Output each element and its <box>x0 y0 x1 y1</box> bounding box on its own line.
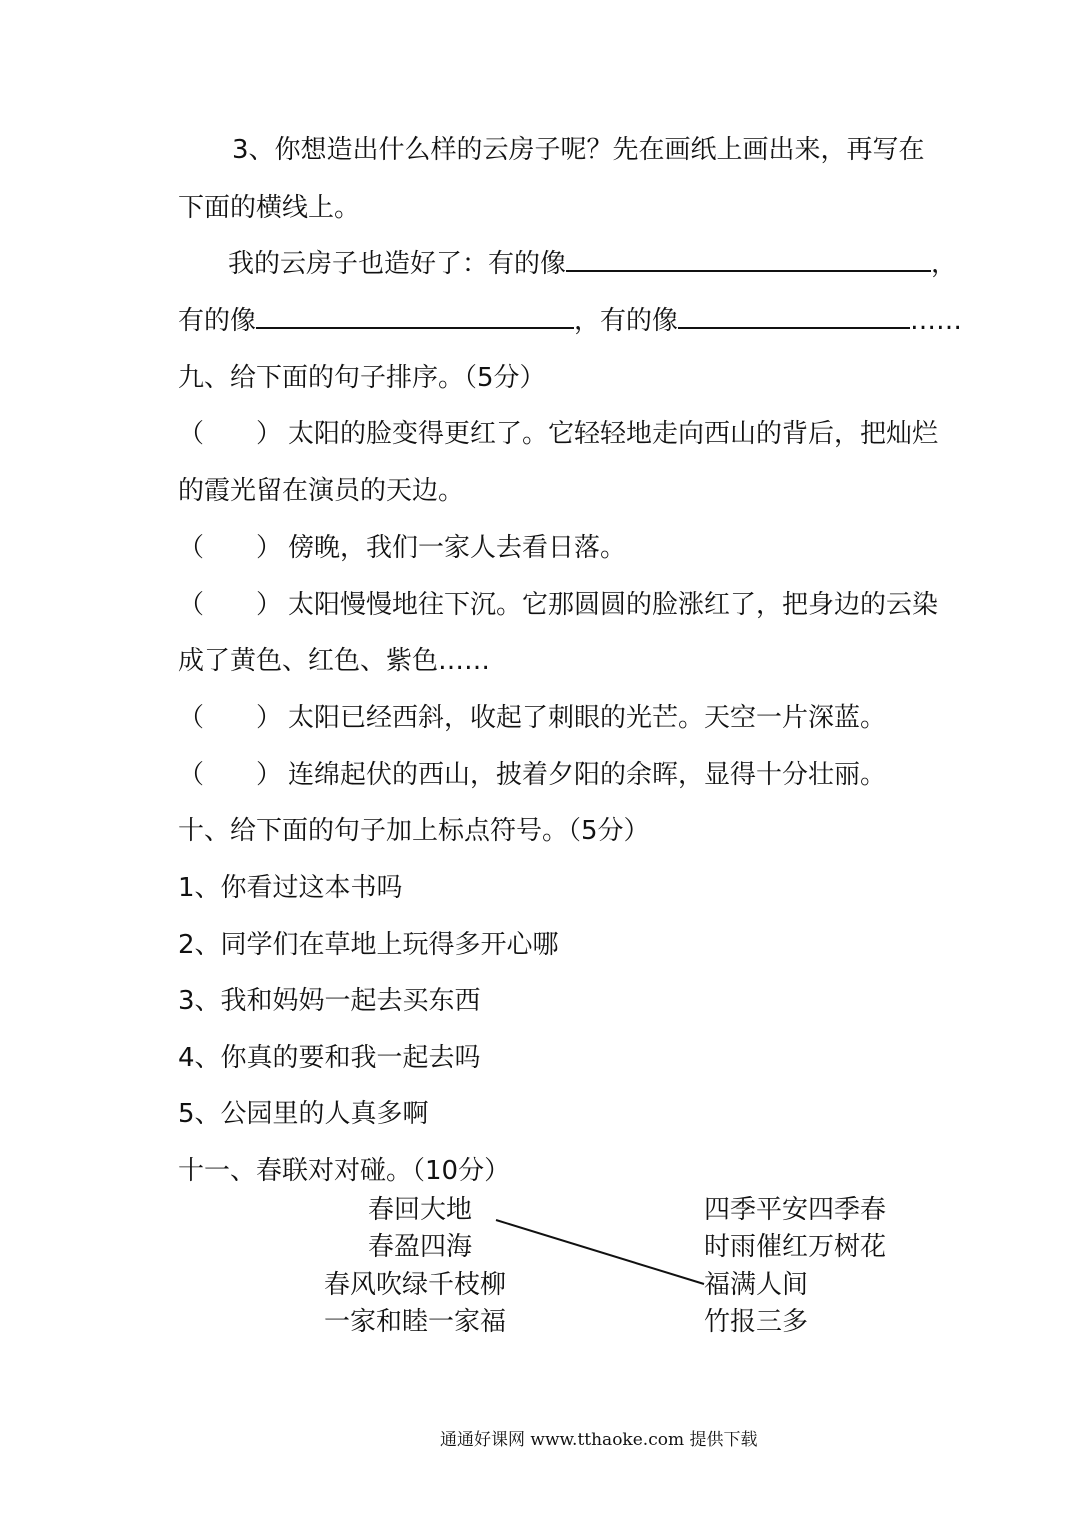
q3-line1: 3、你想造出什么样的云房子呢？先在画纸上画出来，再写在 <box>232 135 925 165</box>
fill2-prefix: 有的像 <box>178 306 257 336</box>
section11-title: 十一、春联对对碰。（10分） <box>178 1156 511 1186</box>
q3-line2: 下面的横线上。 <box>178 193 361 223</box>
sec9-item-1-cont: 的霞光留在演员的天边。 <box>178 476 465 506</box>
order-blank[interactable]: （ ） <box>178 533 283 563</box>
couplet-left-2[interactable]: 春盈四海 <box>368 1232 473 1262</box>
sentence: 太阳的脸变得更红了。它轻轻地走向西山的背后，把灿烂 <box>288 419 939 449</box>
sec10-item-2: 2、同学们在草地上玩得多开心哪 <box>178 930 559 960</box>
sec9-item-3-cont: 成了黄色、红色、紫色…… <box>178 646 491 676</box>
sentence: 太阳慢慢地往下沉。它那圆圆的脸涨红了，把身边的云染 <box>288 590 939 620</box>
sentence: 傍晚，我们一家人去看日落。 <box>288 533 627 563</box>
order-blank[interactable]: （ ） <box>178 419 283 449</box>
couplet-left-4[interactable]: 一家和睦一家福 <box>324 1307 507 1337</box>
sentence: 太阳已经西斜，收起了刺眼的光芒。天空一片深蓝。 <box>288 703 887 733</box>
footer-credit: 通通好课网 www.tthaoke.com 提供下载 <box>440 1430 758 1450</box>
fill-comma: ， <box>931 249 958 279</box>
section10-title: 十、给下面的句子加上标点符号。（5分） <box>178 816 650 846</box>
fill2-mid: ，有的像 <box>574 306 679 336</box>
sec10-item-1: 1、你看过这本书吗 <box>178 873 403 903</box>
match-line <box>496 1220 704 1284</box>
couplet-right-2[interactable]: 时雨催红万树花 <box>704 1232 887 1262</box>
sec10-item-5: 5、公园里的人真多啊 <box>178 1099 429 1129</box>
couplet-right-4[interactable]: 竹报三多 <box>704 1307 809 1337</box>
sec10-item-4: 4、你真的要和我一起去吗 <box>178 1043 481 1073</box>
couplet-right-3[interactable]: 福满人间 <box>704 1270 809 1300</box>
sec10-item-3: 3、我和妈妈一起去买东西 <box>178 986 481 1016</box>
order-blank[interactable]: （ ） <box>178 760 283 790</box>
order-blank[interactable]: （ ） <box>178 703 283 733</box>
couplet-left-3[interactable]: 春风吹绿千枝柳 <box>324 1270 507 1300</box>
order-blank[interactable]: （ ） <box>178 590 283 620</box>
fill-prefix: 我的云房子也造好了：有的像 <box>228 249 567 279</box>
couplet-right-1[interactable]: 四季平安四季春 <box>704 1195 887 1225</box>
fill2-end: …… <box>910 306 963 336</box>
couplet-left-1[interactable]: 春回大地 <box>368 1195 473 1225</box>
sentence: 连绵起伏的西山，披着夕阳的余晖，显得十分壮丽。 <box>288 760 887 790</box>
section9-title: 九、给下面的句子排序。（5分） <box>178 363 546 393</box>
